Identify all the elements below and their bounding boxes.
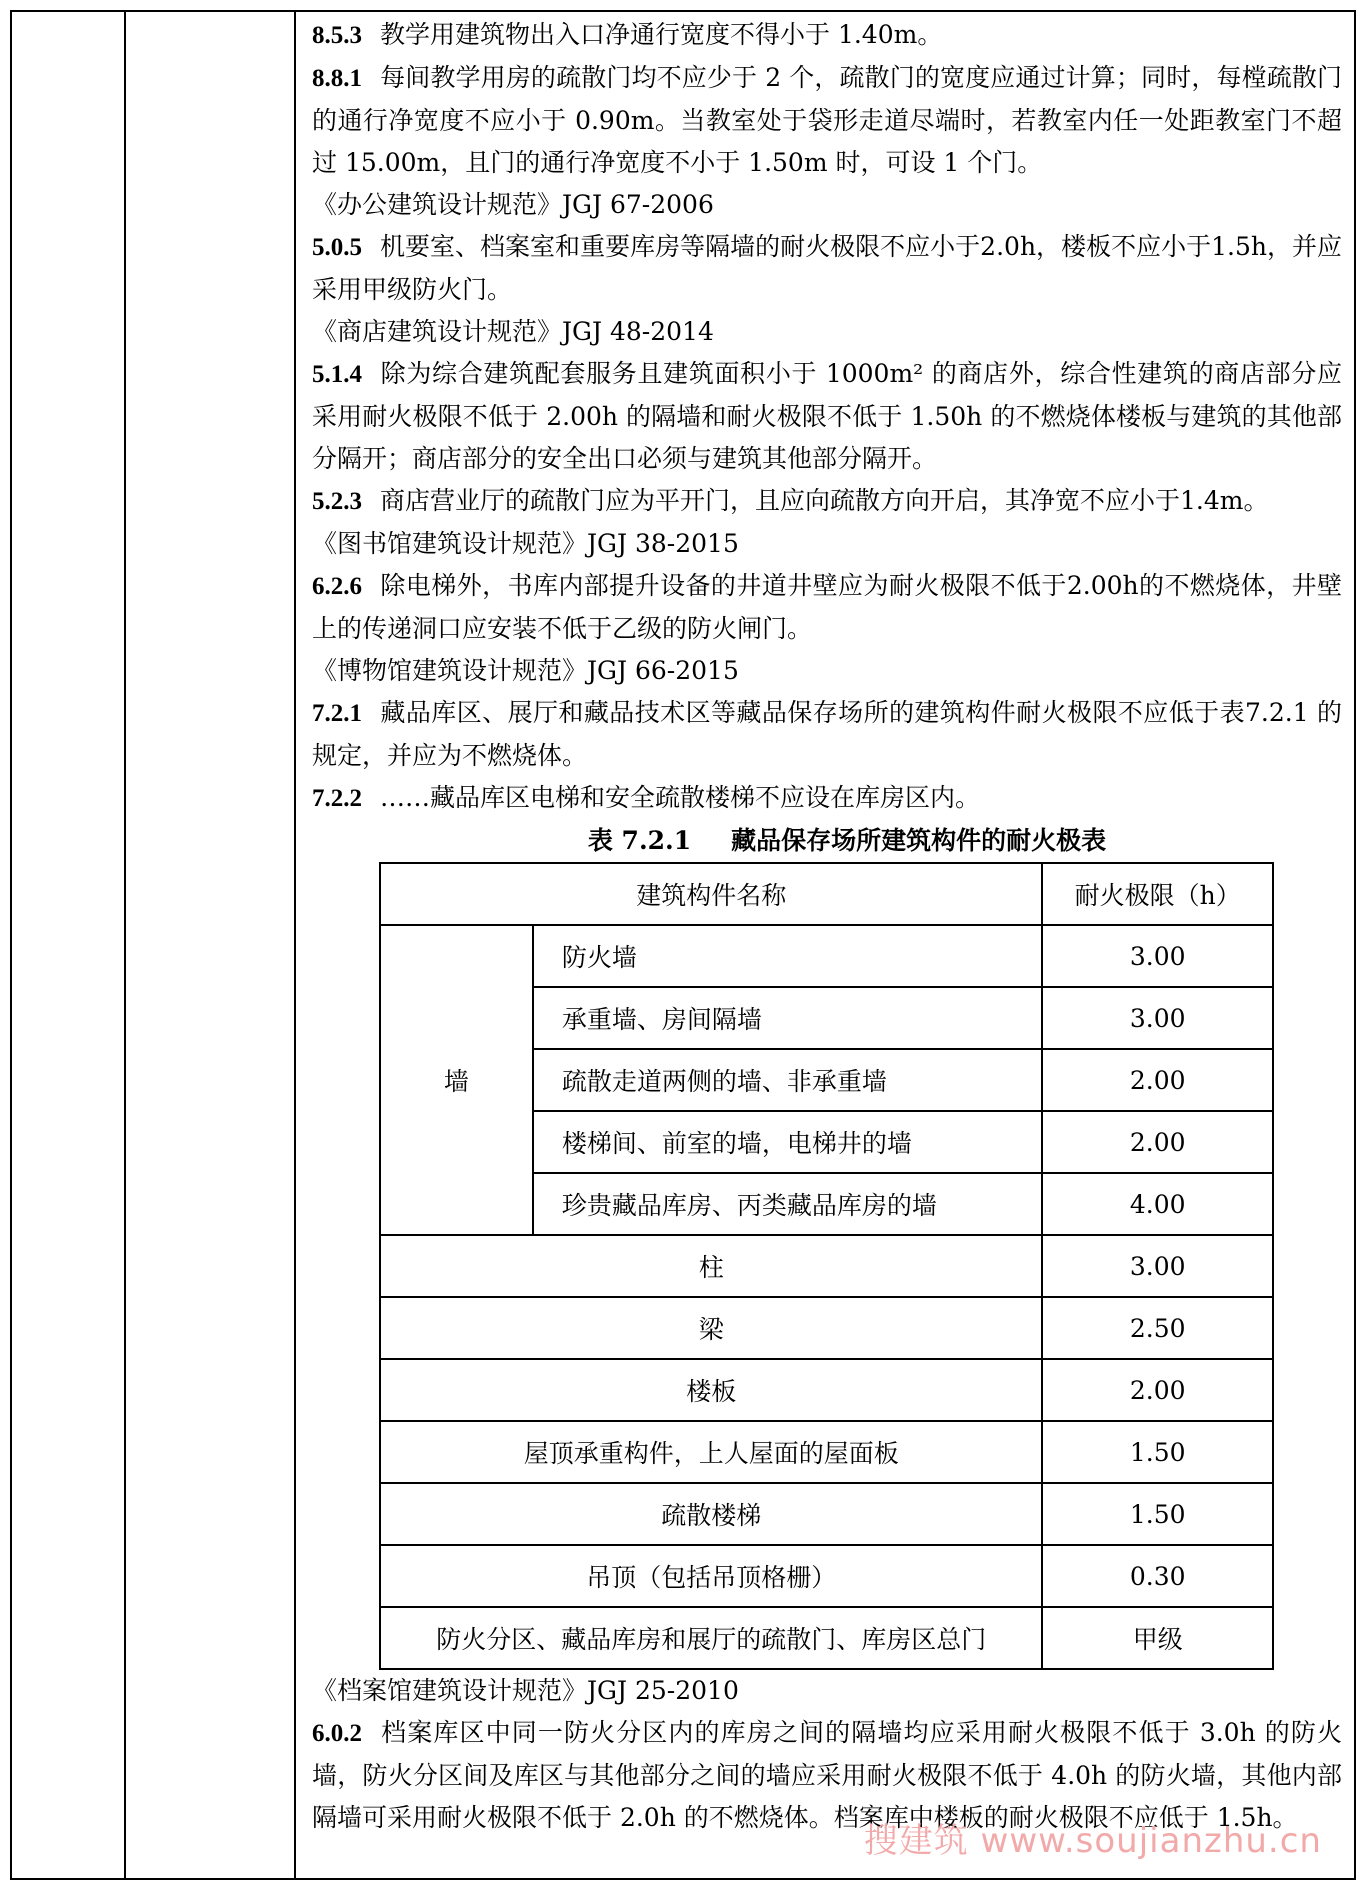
fire-rating-value: 2.00: [1042, 1111, 1273, 1173]
code-heading: 《档案馆建筑设计规范》JGJ 25-2010: [312, 1676, 739, 1705]
table-caption: [312, 820, 1342, 862]
clause-number: 5.1.4: [312, 361, 362, 388]
component-name: 疏散楼梯: [380, 1483, 1042, 1545]
paragraphs-top: [312, 14, 1342, 820]
fire-rating-value: 0.30: [1042, 1545, 1273, 1607]
document-content: [312, 14, 1342, 1839]
fire-rating-value: 2.00: [1042, 1049, 1273, 1111]
clause-paragraph: [312, 565, 1342, 650]
fire-rating-value: 2.50: [1042, 1297, 1273, 1359]
table-caption-number: 表 7.2.1: [587, 826, 692, 855]
component-name: 防火墙: [533, 925, 1043, 987]
wall-group-label: 墙: [380, 925, 533, 1235]
code-heading: 《办公建筑设计规范》JGJ 67-2006: [312, 190, 714, 219]
clause-number: 7.2.2: [312, 785, 362, 812]
column-divider-1: [124, 10, 126, 1880]
table-row: [380, 1483, 1273, 1545]
fire-rating-value: 1.50: [1042, 1483, 1273, 1545]
clause-paragraph: [312, 777, 1342, 820]
component-name: 梁: [380, 1297, 1042, 1359]
fire-rating-value: 4.00: [1042, 1173, 1273, 1235]
clause-text: 档案库区中同一防火分区内的库房之间的隔墙均应采用耐火极限不低于 3.0h 的防火墙，防火分区间及库区与其他部分之间的墙应采用耐火极限不低于 4.0h 的防火墙，其他内部隔墙可采用耐火极限不低于 2.0h 的不燃烧体。档案库中楼板的耐火极限不应低于 1.5h。: [312, 1718, 1342, 1832]
clause-text: 藏品库区、展厅和藏品技术区等藏品保存场所的建筑构件耐火极限不应低于表7.2.1 的规定，并应为不燃烧体。: [312, 698, 1342, 770]
code-heading: 《商店建筑设计规范》JGJ 48-2014: [312, 317, 714, 346]
fire-rating-value: 2.00: [1042, 1359, 1273, 1421]
table-row: [380, 1297, 1273, 1359]
clause-text: ……藏品库区电梯和安全疏散楼梯不应设在库房区内。: [380, 783, 981, 812]
table-row: [380, 1359, 1273, 1421]
clause-text: 商店营业厅的疏散门应为平开门，且应向疏散方向开启，其净宽不应小于1.4m。: [380, 486, 1269, 515]
clause-text: 除电梯外，书库内部提升设备的井道井壁应为耐火极限不低于2.00h的不燃烧体，井壁上的传递洞口应安装不低于乙级的防火闸门。: [312, 571, 1342, 643]
clause-paragraph: [312, 57, 1342, 184]
component-name: 屋顶承重构件，上人屋面的屋面板: [380, 1421, 1042, 1483]
table-header-row: [380, 863, 1273, 925]
clause-paragraph: [312, 353, 1342, 480]
component-name: 珍贵藏品库房、丙类藏品库房的墙: [533, 1173, 1043, 1235]
clause-number: 6.0.2: [312, 1720, 362, 1747]
fire-rating-value: 1.50: [1042, 1421, 1273, 1483]
component-name: 楼梯间、前室的墙，电梯井的墙: [533, 1111, 1043, 1173]
watermark: 搜建筑 www.soujianzhu.cn: [863, 1821, 1322, 1861]
code-heading: 《图书馆建筑设计规范》JGJ 38-2015: [312, 529, 739, 558]
component-name: 楼板: [380, 1359, 1042, 1421]
clause-number: 5.2.3: [312, 488, 362, 515]
table-caption-title: 藏品保存场所建筑构件的耐火极表: [731, 826, 1107, 855]
table-row: [380, 925, 1273, 987]
clause-paragraph: [312, 14, 1342, 57]
component-name: 吊顶（包括吊顶格栅）: [380, 1545, 1042, 1607]
table-row: [380, 1607, 1273, 1669]
component-name: 防火分区、藏品库房和展厅的疏散门、库房区总门: [380, 1607, 1042, 1669]
component-name: 承重墙、房间隔墙: [533, 987, 1043, 1049]
header-fire-rating: 耐火极限（h）: [1042, 863, 1273, 925]
table-row: [380, 1421, 1273, 1483]
table-row: [380, 1545, 1273, 1607]
header-component-name: 建筑构件名称: [380, 863, 1042, 925]
clause-number: 5.0.5: [312, 234, 362, 261]
fire-rating-value: 3.00: [1042, 987, 1273, 1049]
clause-text: 机要室、档案室和重要库房等隔墙的耐火极限不应小于2.0h，楼板不应小于1.5h，并应采用甲级防火门。: [312, 232, 1342, 304]
fire-resistance-table: [379, 862, 1274, 1670]
fire-rating-value: 甲级: [1042, 1607, 1273, 1669]
component-name: 柱: [380, 1235, 1042, 1297]
clause-number: 8.8.1: [312, 65, 362, 92]
clause-paragraph: [312, 692, 1342, 777]
clause-number: 7.2.1: [312, 700, 362, 727]
clause-text: 除为综合建筑配套服务且建筑面积小于 1000m² 的商店外，综合性建筑的商店部分应采用耐火极限不低于 2.00h 的隔墙和耐火极限不低于 1.50h 的不燃烧体楼板与建筑的其他部分隔开；商店部分的安全出口必须与建筑其他部分隔开。: [312, 359, 1342, 473]
code-heading: 《博物馆建筑设计规范》JGJ 66-2015: [312, 656, 739, 685]
clause-number: 6.2.6: [312, 573, 362, 600]
fire-rating-value: 3.00: [1042, 1235, 1273, 1297]
clause-paragraph: [312, 226, 1342, 311]
clause-paragraph: [312, 480, 1342, 523]
clause-text: 教学用建筑物出入口净通行宽度不得小于 1.40m。: [380, 20, 943, 49]
clause-text: 每间教学用房的疏散门均不应少于 2 个，疏散门的宽度应通过计算；同时，每樘疏散门的通行净宽度不应小于 0.90m。当教室处于袋形走道尽端时，若教室内任一处距教室门不超过 15.00m，且门的通行净宽度不小于 1.50m 时，可设 1 个门。: [312, 63, 1342, 177]
component-name: 疏散走道两侧的墙、非承重墙: [533, 1049, 1043, 1111]
table-row: [380, 1235, 1273, 1297]
clause-number: 8.5.3: [312, 22, 362, 49]
column-divider-2: [294, 10, 296, 1880]
fire-rating-value: 3.00: [1042, 925, 1273, 987]
